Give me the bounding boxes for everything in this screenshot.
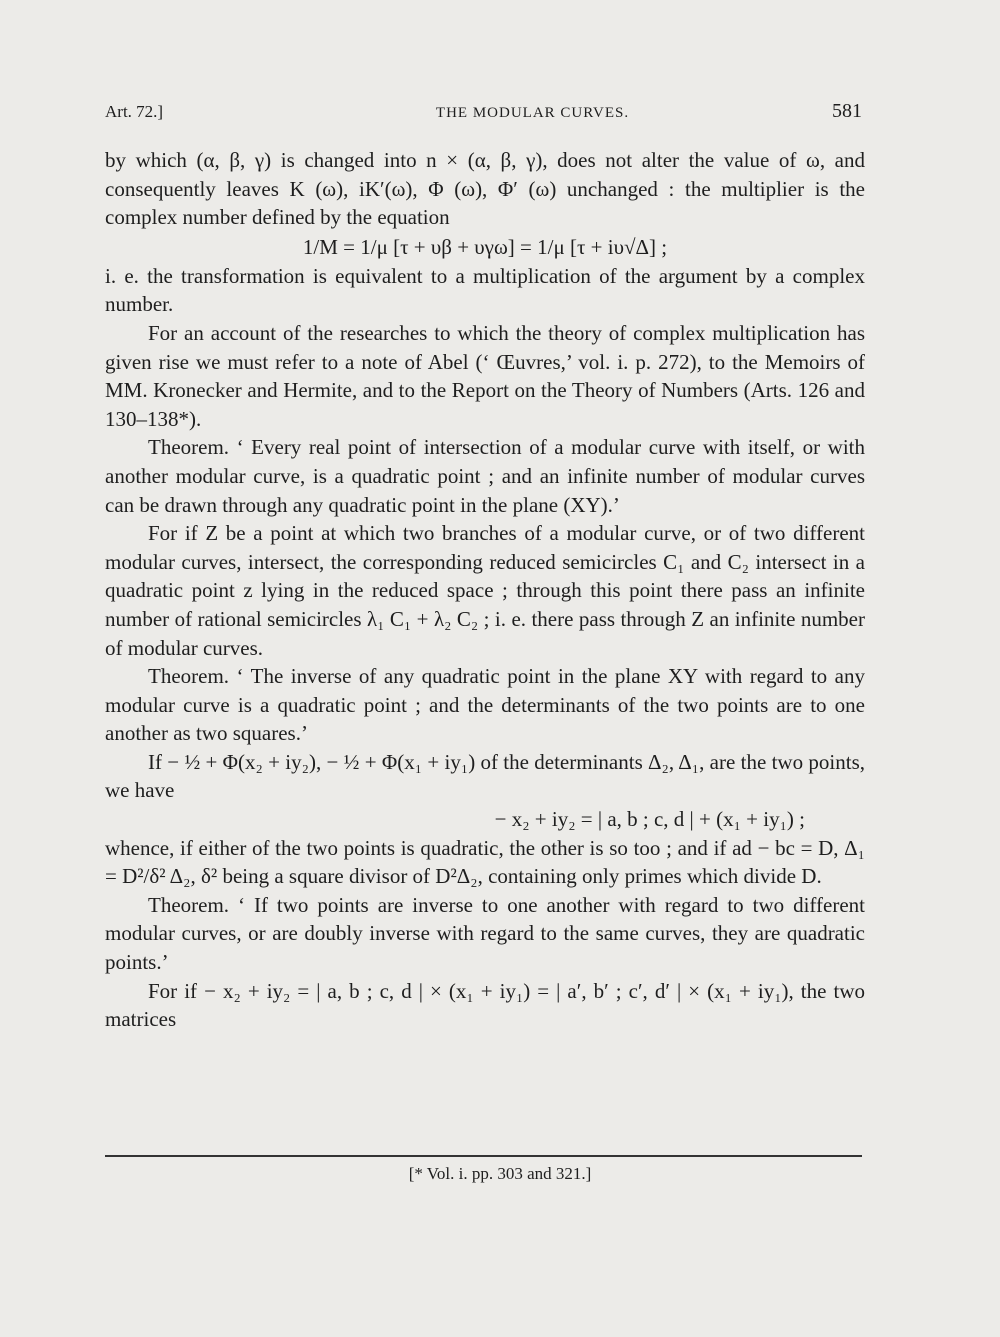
theorem-doubly-inverse: Theorem. ‘ If two points are inverse to one another with regard to two different modular curves, or are doubly inverse with regard to the same curves, they are quadratic points.’ [105, 892, 865, 975]
proof-doubly-inverse: For if − x₂ + iy₂ = | a, b ; c, d | × (x₁ + iy₁) = | a′, b′ ; c′, d′ | × (x₁ + iy₁), the two matrices [105, 978, 865, 1032]
paragraph-ie: i. e. the transformation is equivalent to a multiplication of the argument by a complex number. [105, 263, 865, 317]
paragraph-researches: For an account of the researches to which the theory of complex multiplication has given rise we must refer to a note of Abel (‘ Œuvres,’ vol. i. p. 272), to the Memoirs of MM. Kronecker and Hermite, and to the Report on the Theory of Numbers (Arts. 126 and 130–138*). [105, 320, 865, 431]
equation-inverse: − x₂ + iy₂ = | a, b ; c, d | + (x₁ + iy₁) ; [494, 807, 805, 832]
body-text [105, 146, 865, 1034]
proof-inverse-intro: If − ½ + Φ(x₂ + iy₂), − ½ + Φ(x₁ + iy₁) of the determinants Δ₂, Δ₁, are the two points, we have [105, 749, 865, 803]
running-header [105, 100, 862, 123]
article-reference: Art. 72.] [105, 102, 164, 121]
footnote-rule [105, 1155, 862, 1157]
equation-multiplier: 1/M = 1/μ [τ + υβ + υγω] = 1/μ [τ + iυ√Δ] ; [302, 234, 668, 259]
theorem-inverse: Theorem. ‘ The inverse of any quadratic point in the plane XY with regard to any modular curve is a quadratic point ; and the determinants of the two points are to one another as two squares.’ [105, 664, 865, 746]
paragraph-whence: whence, if either of the two points is quadratic, the other is so too ; and if ad − bc = D, Δ₁ = D²/δ² Δ₂, δ² being a square divisor of D²Δ₂, containing only primes which divide D. [105, 835, 865, 889]
footnote: [* Vol. i. pp. 303 and 321.] [408, 1164, 592, 1183]
proof-intersection: For if Z be a point at which two branches of a modular curve, or of two different modular curves, intersect, the corresponding reduced semicircles C₁ and C₂ intersect in a quadratic point z lying in the reduced space ; through this point there pass an infinite number of rational semicircles λ₁ C₁ + λ₂ C₂ ; i. e. there pass through Z an infinite number of modular curves. [105, 521, 865, 660]
paragraph-continuation: by which (α, β, γ) is changed into n × (α, β, γ), does not alter the value of ω, and consequently leaves K (ω), iK′(ω), Φ (ω), Φ′ (ω) unchanged : the multiplier is the complex number defined by the equation [105, 148, 865, 230]
running-title: THE MODULAR CURVES. [435, 105, 630, 121]
page-number: 581 [832, 100, 862, 122]
theorem-intersection: Theorem. ‘ Every real point of intersection of a modular curve with itself, or with another modular curve, is a quadratic point ; and an infinite number of modular curves can be drawn through any quadratic point in the plane (XY).’ [105, 435, 865, 517]
